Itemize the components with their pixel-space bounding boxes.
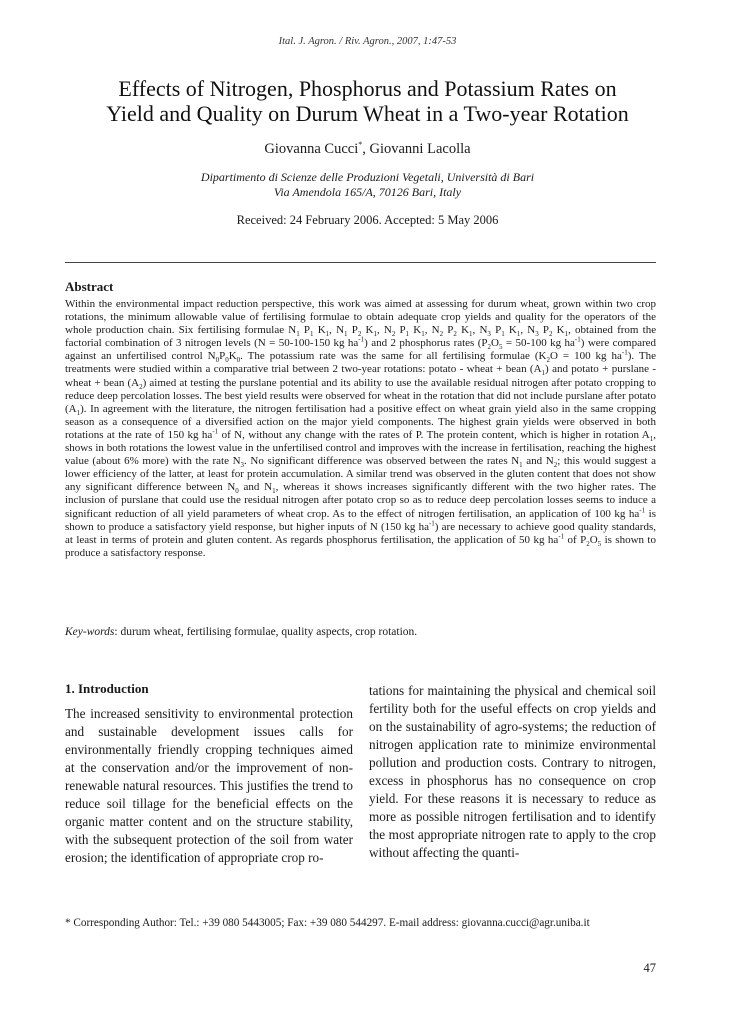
corresponding-mark: * (358, 140, 363, 149)
received-dates: Received: 24 February 2006. Accepted: 5 May 2006 (236, 213, 499, 227)
section-heading-introduction: 1. Introduction (65, 681, 149, 696)
author-cucci: Giovanna Cucci (264, 140, 359, 157)
abstract-heading: Abstract (65, 279, 114, 294)
body-column-left: The increased sensitivity to environmental protection and sustainable development issues calls for environmentally friendly cropping techniques aimed at the conservation and/or the improvement of non-renewable natural resources. This justifies the trend to reduce soil tillage for the beneficial effects on the organic matter content and on the structure stability, with the subsequent protection of the soil from water erosion; the identification of appropriate crop ro- (65, 706, 353, 865)
title-line-1: Effects of Nitrogen, Phosphorus and Potassium Rates on (118, 76, 617, 101)
keywords-label: Key-words (65, 626, 115, 638)
affiliation-line-1: Dipartimento di Scienze delle Produzioni Vegetali, Università di Bari (200, 170, 535, 184)
affiliation-line-2: Via Amendola 165/A, 70126 Bari, Italy (273, 185, 462, 199)
keywords-list: : durum wheat, fertilising formulae, quality aspects, crop rotation. (114, 626, 418, 638)
affiliation (0, 170, 735, 200)
body-column-right: tations for maintaining the physical and chemical soil fertility both for the useful effects on crop yields and on the sustainability of agro-systems; the reduction of nitrogen application rate to minimize environmental pollution and production costs. Contrary to nitrogen, excess in phosphorus has no consequence on crop yield. For these reasons it is necessary to reduce as more as possible nitrogen fertilisation and to identify the most appropriate nitrogen rate to apply to the crop without affecting the quanti- (369, 683, 656, 860)
paper-title (40, 76, 695, 126)
header-divider (65, 262, 656, 263)
author-list (0, 140, 735, 158)
title-line-2: Yield and Quality on Durum Wheat in a Two-year Rotation (106, 101, 629, 126)
abstract-text: Within the environmental impact reduction perspective, this work was aimed at assessing for durum wheat, grown within two crop rotations, the minimum allowable value of fertilising formulae to obtain adequate crop yields and quality for the operators of the whole production chain. Six fertilising formulae $N_1$ $P_1$ $K_1$, $N_1$ $P_2$ $K_1$, $N_2$ $P_1$ $K_1$, $N_2$ $P_2$ $K_1$, $N_3$ $P_1$ $K_1$, $N_3$ $P_2$ $K_1$, obtained from the factorial combination of 3 nitrogen levels (N = 50-100-150 kg $ha^{-1}$) and 2 phosphorus rates ($P_2O_5 = 50-100$ kg $ha^{-1}$) were compared against an unfertilised control $N_0P_0K_0$. The potassium rate was the same for all fertilising formulae ($K_2O = 100$ kg $ha^{-1}$). The treatments were studied within a comparative trial between 2 two-year rotations: potato - wheat + bean $(A_1)$ and potato + purslane - wheat + bean $(A_2)$ aimed at testing the purslane potential and its ability to use the available residual nitrogen after potato cropping to reduce deep percolation losses. The best yield results were observed for wheat in the rotation that did not include purslane after potato $(A_1)$. In agreement with the literature, the nitrogen fertilisation had a positive effect on wheat grain yield also in the same cropping season as a consequence of a diversified action on the major yield components. The highest grain yields were observed in both rotations at the rate of 150 kg $ha^{-1}$ of N, without any change with the rates of P. The protein content, which is higher in rotation $A_1$, shows in both rotations the lowest value in the unfertilised control and improves with the increase in fertilisation, reaching the highest value (about 6% more) with the rate $N_3$. No significant difference was observed between the rates $N_1$ and $N_2$; this would suggest a lower efficiency of the latter, at least for protein accumulation. A similar trend was observed in the gluten content that does not show any significant difference between $N_0$ and $N_1$, whereas it shows increases significantly different with the two higher rates. The inclusion of purslane that could use the residual nitrogen after potato crop so as to reduce deep percolation losses seems to induce a significant reduction of all yield parameters of wheat crop. As to the effect of nitrogen fertilisation, an application of 100 kg $ha^{-1}$ is shown to produce a satisfactory yield response, but higher inputs of N (150 kg $ha^{-1}$) are necessary to achieve good quality standards, at least in terms of protein and gluten content. As regards phosphorus fertilisation, the application of 50 kg $ha^{-1}$ of $P_2O_5$ is shown to produce a satisfactory response. (65, 298, 657, 559)
page-number: 47 (643, 961, 656, 975)
corresponding-author-footnote: * Corresponding Author: Tel.: +39 080 5443005; Fax: +39 080 544297. E-mail address: giovanna.cucci@agr.uniba.it (65, 917, 590, 929)
keywords (65, 626, 656, 638)
journal-citation: Ital. J. Agron. / Riv. Agron., 2007, 1:47-53 (278, 36, 457, 47)
author-lacolla: , Giovanni Lacolla (362, 140, 471, 157)
